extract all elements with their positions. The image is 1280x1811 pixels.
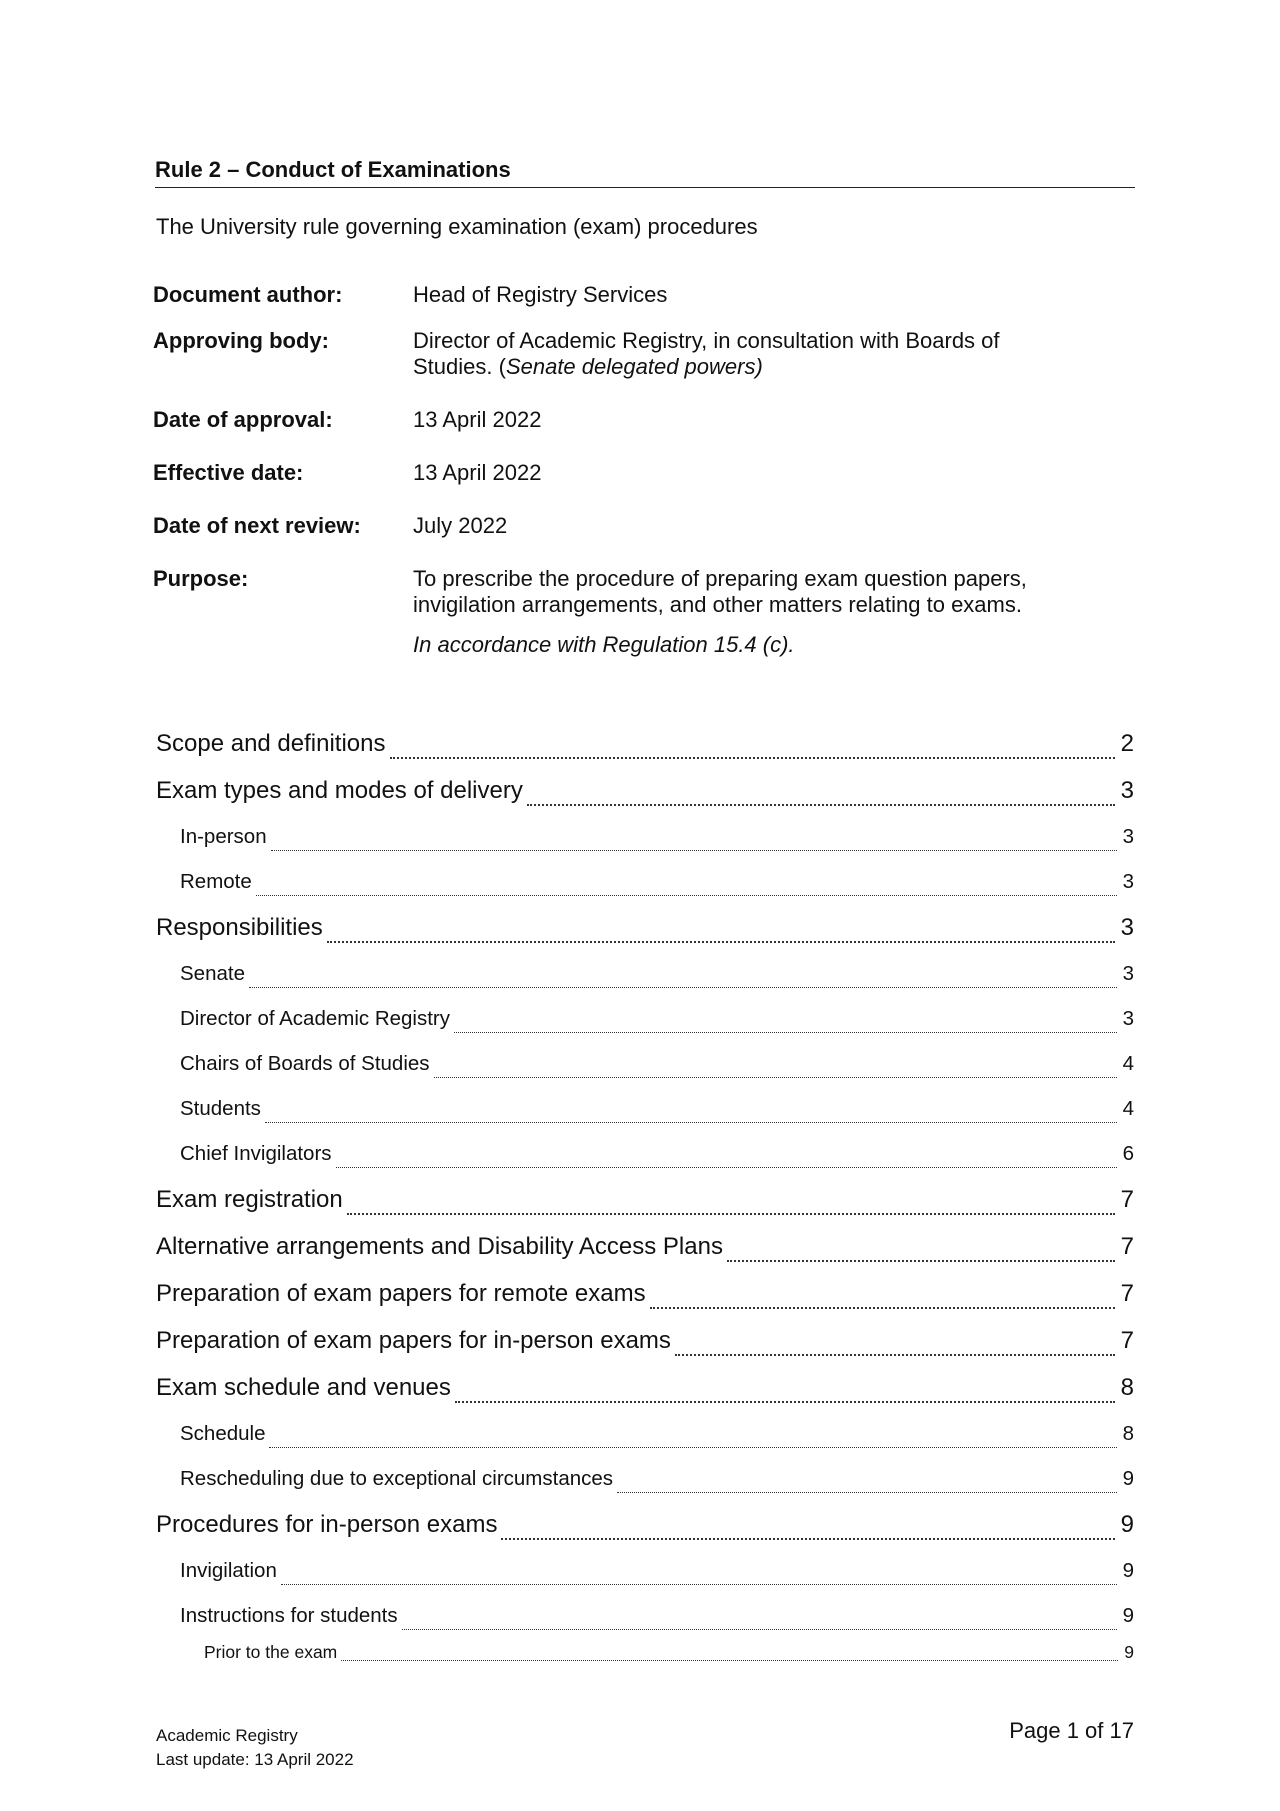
footer-org: Academic Registry (156, 1726, 298, 1745)
toc-dot-leader (271, 850, 1117, 851)
toc-entry-page: 7 (1120, 1233, 1134, 1260)
meta-label: Effective date: (153, 460, 304, 485)
toc-dot-leader (402, 1629, 1117, 1630)
toc-dot-leader (256, 895, 1117, 896)
toc-entry[interactable] (156, 814, 1134, 859)
toc-entry[interactable] (156, 1086, 1134, 1131)
toc-entry-label: Responsibilities (156, 914, 323, 941)
toc-entry-label: Invigilation (180, 1559, 277, 1582)
toc-entry-label: Preparation of exam papers for in-person exams (156, 1327, 671, 1354)
meta-value-line: To prescribe the procedure of preparing exam question papers, (413, 566, 1027, 591)
meta-value (413, 566, 1143, 658)
toc-dot-leader (347, 1213, 1115, 1215)
toc-entry-label: Director of Academic Registry (180, 1007, 451, 1030)
toc-entry-label: Instructions for students (180, 1604, 398, 1627)
meta-value (413, 328, 1143, 380)
meta-row-approval-date (153, 407, 1143, 433)
toc-dot-leader (455, 1401, 1115, 1403)
document-title: Rule 2 – Conduct of Examinations (155, 157, 1135, 188)
toc-entry-page: 3 (1122, 825, 1134, 848)
meta-value: July 2022 (413, 513, 508, 538)
toc-dot-leader (341, 1660, 1118, 1661)
toc-entry-label: Students (180, 1097, 261, 1120)
meta-label: Date of approval: (153, 407, 333, 432)
toc-entry-page: 7 (1120, 1186, 1134, 1213)
meta-label: Purpose: (153, 566, 249, 591)
toc-entry-label: Exam registration (156, 1186, 343, 1213)
toc-dot-leader (327, 941, 1115, 943)
toc-dot-leader (249, 987, 1117, 988)
toc-entry-page: 3 (1122, 870, 1134, 893)
toc-entry-page: 6 (1122, 1142, 1134, 1165)
toc-entry-label: Exam types and modes of delivery (156, 777, 523, 804)
toc-dot-leader (454, 1032, 1117, 1033)
toc-entry-page: 9 (1124, 1642, 1134, 1662)
toc-entry-label: Chief Invigilators (180, 1142, 332, 1165)
meta-label: Approving body: (153, 328, 329, 353)
meta-value-line (413, 354, 1143, 380)
toc-entry[interactable] (156, 1501, 1134, 1548)
table-of-contents (156, 720, 1134, 1666)
toc-dot-leader (527, 804, 1115, 806)
toc-entry-label: Senate (180, 962, 245, 985)
toc-dot-leader (434, 1077, 1117, 1078)
toc-entry-label: Prior to the exam (204, 1642, 338, 1662)
toc-entry[interactable] (156, 1456, 1134, 1501)
toc-entry-label: Alternative arrangements and Disability Access Plans (156, 1233, 723, 1260)
toc-entry[interactable] (156, 767, 1134, 814)
meta-row-next-review (153, 513, 1143, 539)
meta-value: Head of Registry Services (413, 282, 668, 307)
toc-entry-page: 7 (1120, 1327, 1134, 1354)
toc-entry[interactable] (156, 996, 1134, 1041)
toc-entry-page: 9 (1122, 1604, 1134, 1627)
toc-entry[interactable] (156, 1270, 1134, 1317)
meta-label: Date of next review: (153, 513, 361, 538)
toc-entry-page: 3 (1122, 962, 1134, 985)
toc-entry-page: 3 (1122, 1007, 1134, 1030)
toc-entry[interactable] (156, 1364, 1134, 1411)
toc-entry-page: 3 (1120, 914, 1134, 941)
toc-entry-page: 8 (1122, 1422, 1134, 1445)
toc-dot-leader (281, 1584, 1117, 1585)
toc-entry[interactable] (156, 1638, 1134, 1666)
footer-page-indicator: Page 1 of 17 (1009, 1718, 1134, 1743)
toc-entry[interactable] (156, 1317, 1134, 1364)
footer-last-update: Last update: 13 April 2022 (156, 1750, 354, 1769)
toc-entry-label: Exam schedule and venues (156, 1374, 451, 1401)
toc-entry[interactable] (156, 1131, 1134, 1176)
toc-dot-leader (650, 1307, 1115, 1309)
meta-value-text: Studies. ( (413, 354, 506, 379)
toc-entry[interactable] (156, 720, 1134, 767)
toc-entry-label: In-person (180, 825, 267, 848)
toc-dot-leader (265, 1122, 1117, 1123)
toc-entry[interactable] (156, 1041, 1134, 1086)
toc-dot-leader (727, 1260, 1115, 1262)
toc-dot-leader (617, 1492, 1117, 1493)
meta-row-purpose (153, 566, 1143, 658)
toc-entry-page: 9 (1120, 1511, 1134, 1538)
toc-entry[interactable] (156, 904, 1134, 951)
meta-row-author (153, 282, 1143, 308)
meta-value-line: Director of Academic Registry, in consultation with Boards of (413, 328, 1000, 353)
toc-entry-label: Chairs of Boards of Studies (180, 1052, 430, 1075)
meta-value: 13 April 2022 (413, 407, 542, 432)
footer-left (156, 1724, 354, 1772)
metadata-table (153, 282, 1143, 658)
toc-dot-leader (336, 1167, 1117, 1168)
toc-dot-leader (675, 1354, 1115, 1356)
document-subtitle: The University rule governing examination (exam) procedures (156, 214, 758, 239)
toc-entry-label: Preparation of exam papers for remote exams (156, 1280, 646, 1307)
toc-entry-page: 4 (1122, 1097, 1134, 1120)
toc-entry[interactable] (156, 1176, 1134, 1223)
toc-entry[interactable] (156, 1411, 1134, 1456)
toc-entry-page: 9 (1122, 1559, 1134, 1582)
toc-entry-label: Procedures for in-person exams (156, 1511, 498, 1538)
toc-dot-leader (269, 1447, 1116, 1448)
toc-entry-page: 9 (1122, 1467, 1134, 1490)
toc-entry-page: 4 (1122, 1052, 1134, 1075)
toc-entry-label: Remote (180, 870, 252, 893)
toc-entry[interactable] (156, 1593, 1134, 1638)
toc-entry-page: 7 (1120, 1280, 1134, 1307)
toc-entry[interactable] (156, 859, 1134, 904)
toc-entry-label: Rescheduling due to exceptional circumstances (180, 1467, 614, 1490)
toc-entry-label: Scope and definitions (156, 730, 386, 757)
toc-entry[interactable] (156, 1548, 1134, 1593)
toc-entry[interactable] (156, 951, 1134, 996)
meta-row-approving-body (153, 328, 1143, 380)
meta-value-line: invigilation arrangements, and other matters relating to exams. (413, 592, 1022, 617)
toc-entry-page: 2 (1120, 730, 1134, 757)
meta-value-note: In accordance with Regulation 15.4 (c). (413, 632, 795, 657)
toc-entry-page: 8 (1120, 1374, 1134, 1401)
meta-row-effective-date (153, 460, 1143, 486)
toc-entry-page: 3 (1120, 777, 1134, 804)
meta-label: Document author: (153, 282, 343, 307)
toc-entry-label: Schedule (180, 1422, 266, 1445)
toc-dot-leader (501, 1538, 1114, 1540)
toc-dot-leader (390, 757, 1115, 759)
meta-value: 13 April 2022 (413, 460, 542, 485)
toc-entry[interactable] (156, 1223, 1134, 1270)
meta-value-italic: Senate delegated powers) (505, 354, 763, 379)
